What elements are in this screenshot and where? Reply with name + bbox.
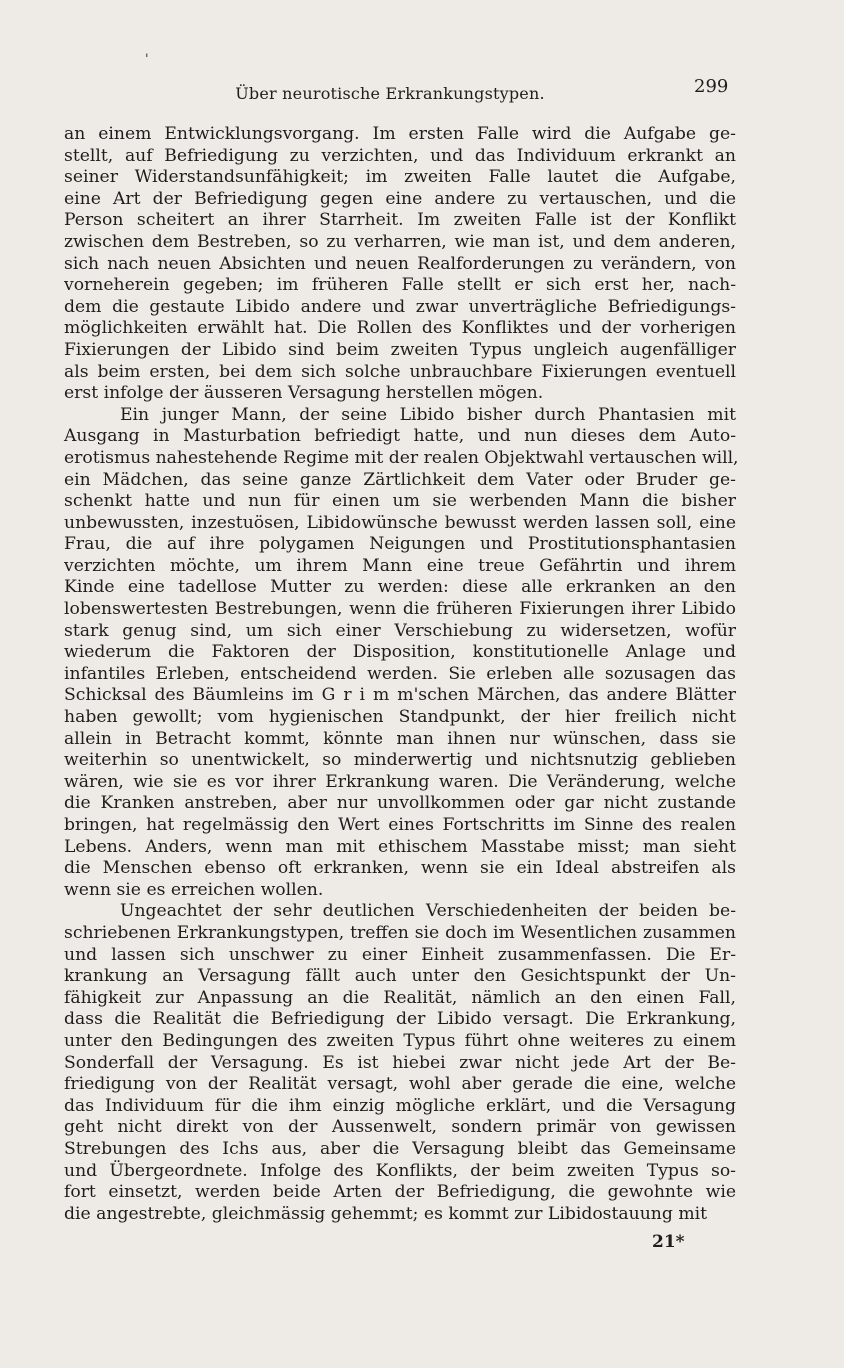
text-line: wiederum die Faktoren der Disposition, konstitutionelle Anlage und	[64, 642, 736, 663]
text-line: infantiles Erleben, entscheidend werden. Sie erleben alle sozusagen das	[64, 663, 736, 684]
text-line: friedigung von der Realität versagt, wohl aber gerade die eine, welche	[64, 1074, 736, 1095]
text-line: dem die gestaute Libido andere und zwar unverträgliche Befriedigungs-	[64, 296, 736, 317]
text-line: schriebenen Erkrankungstypen, treffen sie doch im Wesentlichen zusammen	[64, 922, 736, 943]
text-line: vorneherein gegeben; im früheren Falle stellt er sich erst her, nach-	[64, 275, 736, 296]
text-line: erotismus nahestehende Regime mit der realen Objektwahl vertauschen will,	[64, 447, 739, 468]
text-line: fort einsetzt, werden beide Arten der Befriedigung, die gewohnte wie	[64, 1182, 736, 1203]
text-line: Sonderfall der Versagung. Es ist hiebei zwar nicht jede Art der Be-	[64, 1052, 736, 1073]
text-line: dass die Realität die Befriedigung der Libido versagt. Die Erkrankung,	[64, 1009, 736, 1030]
text-line: die Kranken anstreben, aber nur unvollkommen oder gar nicht zustande	[64, 793, 736, 814]
text-line: an einem Entwicklungsvorgang. Im ersten Falle wird die Aufgabe ge-	[64, 124, 736, 144]
text-line: wären, wie sie es vor ihrer Erkrankung waren. Die Veränderung, welche	[64, 771, 736, 792]
text-line: Person scheitert an ihrer Starrheit. Im zweiten Falle ist der Konflikt	[64, 210, 736, 231]
text-line: fähigkeit zur Anpassung an die Realität, nämlich an den einen Fall,	[64, 987, 736, 1008]
text-line: unter den Bedingungen des zweiten Typus führt ohne weiteres zu einem	[64, 1030, 736, 1051]
text-line: bringen, hat regelmässig den Wert eines Fortschritts im Sinne des realen	[64, 815, 736, 835]
text-line: als beim ersten, bei dem sich solche unbrauchbare Fixierungen eventuell	[64, 361, 736, 382]
text-line: seiner Widerstandsunfähigkeit; im zweiten Falle lautet die Aufgabe,	[64, 167, 736, 188]
text-line: unbewussten, inzestuösen, Libidowünsche bewusst werden lassen soll, eine	[64, 512, 736, 533]
text-line: Ungeachtet der sehr deutlichen Verschiedenheiten der beiden be-	[120, 901, 736, 922]
text-line: Kinde eine tadellose Mutter zu werden: diese alle erkranken an den	[64, 577, 736, 598]
signature-mark: 21*	[652, 1232, 685, 1252]
text-line: erst infolge der äusseren Versagung herstellen mögen.	[64, 383, 544, 404]
paragraph	[64, 124, 736, 405]
text-line: Lebens. Anders, wenn man mit ethischem Masstabe misst; man sieht	[64, 836, 736, 857]
paragraph	[64, 404, 739, 902]
text-line: lobenswertesten Bestrebungen, wenn die früheren Fixierungen ihrer Libido	[64, 599, 736, 620]
text-line: ein Mädchen, das seine ganze Zärtlichkeit dem Vater oder Bruder ge-	[64, 469, 736, 490]
text-line: das Individuum für die ihm einzig mögliche erklärt, und die Versagung	[64, 1095, 736, 1116]
text-line: haben gewollt; vom hygienischen Standpunkt, der hier freilich nicht	[64, 707, 736, 728]
text-line: stellt, auf Befriedigung zu verzichten, und das Individuum erkrankt an	[64, 145, 736, 166]
text-line: wenn sie es erreichen wollen.	[64, 879, 324, 900]
text-line: stark genug sind, um sich einer Verschiebung zu widersetzen, wofür	[64, 620, 736, 641]
text-line: Frau, die auf ihre polygamen Neigungen und Prostitutionsphantasien	[64, 534, 736, 555]
stray-mark: '	[145, 52, 149, 67]
text-line: die angestrebte, gleichmässig gehemmt; es kommt zur Libidostauung mit	[64, 1203, 708, 1224]
text-line: zwischen dem Bestreben, so zu verharren, wie man ist, und dem anderen,	[64, 231, 736, 252]
page-number: 299	[694, 76, 729, 97]
text-line: Ausgang in Masturbation befriedigt hatte, und nun dieses dem Auto-	[64, 426, 736, 447]
text-line: geht nicht direkt von der Aussenwelt, sondern primär von gewissen	[64, 1117, 736, 1138]
text-line: sich nach neuen Absichten und neuen Realforderungen zu verändern, von	[64, 253, 736, 274]
paragraph	[64, 901, 736, 1225]
text-line: eine Art der Befriedigung gegen eine andere zu vertauschen, und die	[64, 188, 736, 209]
text-line: allein in Betracht kommt, könnte man ihnen nur wünschen, dass sie	[64, 728, 736, 749]
text-line: Schicksal des Bäumleins im G r i m m'schen Märchen, das andere Blätter	[64, 685, 736, 706]
text-line: Fixierungen der Libido sind beim zweiten Typus ungleich augenfälliger	[64, 339, 736, 360]
text-line: und Übergeordnete. Infolge des Konflikts, der beim zweiten Typus so-	[64, 1160, 736, 1181]
text-line: schenkt hatte und nun für einen um sie werbenden Mann die bisher	[64, 491, 736, 512]
body-text	[64, 124, 739, 1225]
running-title: Über neurotische Erkrankungstypen.	[235, 84, 545, 103]
text-line: weiterhin so unentwickelt, so minderwertig und nichtsnutzig geblieben	[64, 750, 736, 771]
text-line: möglichkeiten erwählt hat. Die Rollen des Konfliktes und der vorherigen	[64, 318, 736, 339]
text-line: verzichten möchte, um ihrem Mann eine treue Gefährtin und ihrem	[64, 555, 736, 576]
text-line: krankung an Versagung fällt auch unter den Gesichtspunkt der Un-	[64, 966, 736, 987]
text-line: die Menschen ebenso oft erkranken, wenn sie ein Ideal abstreifen als	[64, 858, 736, 879]
text-line: Strebungen des Ichs aus, aber die Versagung bleibt das Gemeinsame	[64, 1138, 736, 1159]
text-line: Ein junger Mann, der seine Libido bisher durch Phantasien mit	[120, 404, 736, 425]
text-line: und lassen sich unschwer zu einer Einheit zusammenfassen. Die Er-	[64, 944, 736, 965]
